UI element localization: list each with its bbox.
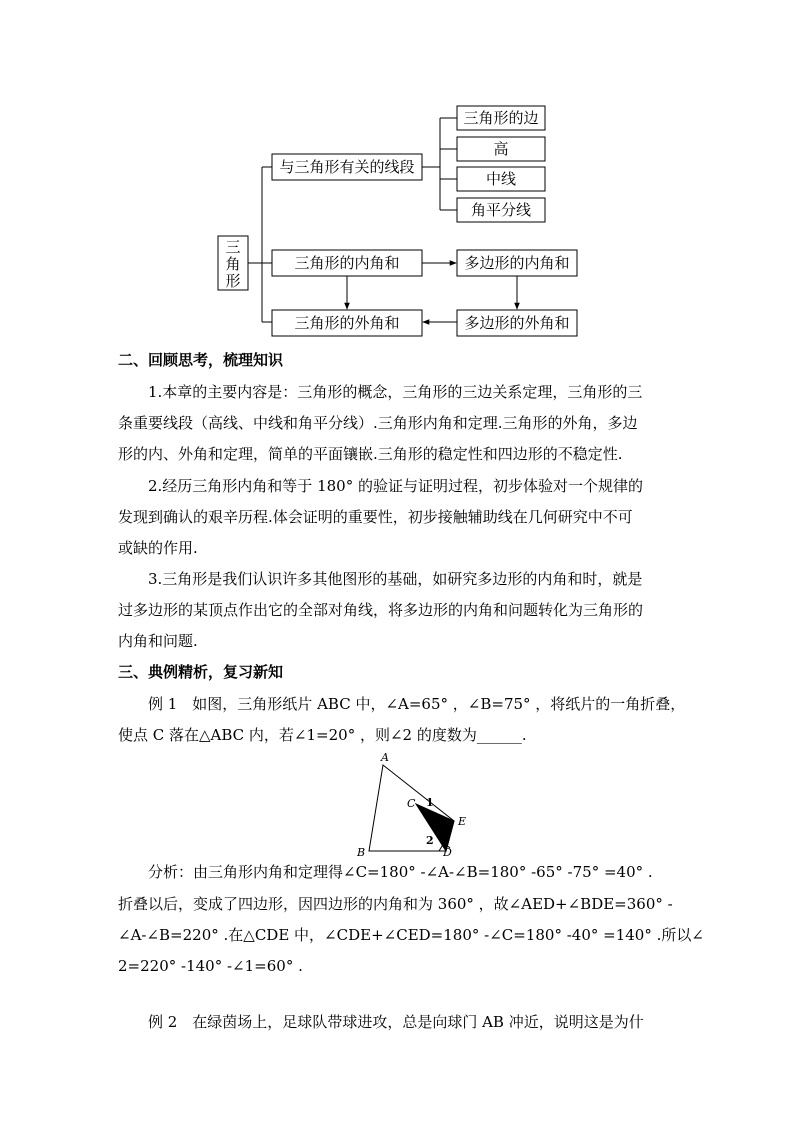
example1-line-1: 例 1 如图，三角形纸片 ABC 中，∠A=65° ，∠B=75° ，将纸片的一角折叠，	[148, 695, 686, 713]
analysis-line-4: 2=220° -140° -∠1=60° .	[118, 957, 303, 975]
section2-line-6: 或缺的作用.	[118, 539, 198, 557]
section2-heading: 二、回顾思考，梳理知识	[118, 351, 284, 369]
root-char-1: 三	[225, 238, 241, 256]
section2-line-9: 内角和问题.	[118, 632, 198, 650]
section2-line-8: 过多边形的某顶点作出它的全部对角线，将多边形的内角和问题转化为三角形的	[118, 601, 644, 619]
knowledge-structure-diagram	[0, 0, 794, 345]
analysis-line-3: ∠A-∠B=220° .在△CDE 中，∠CDE+∠CED=180° -∠C=180° -40° =140° .所以∠	[118, 926, 704, 944]
folded-triangle-figure	[340, 748, 480, 860]
angle-2-label: 2	[426, 834, 434, 847]
label-A: A	[381, 751, 389, 764]
polygon-exterior-label: 多边形的外角和	[464, 314, 570, 332]
example1-line-2: 使点 C 落在△ABC 内，若∠1=20° ，则∠2 的度数为______.	[118, 726, 527, 744]
analysis-line-1: 分析：由三角形内角和定理得∠C=180° -∠A-∠B=180° -65° -75° =40° .	[148, 863, 653, 881]
segment-height-label: 高	[493, 140, 509, 158]
label-E: E	[458, 815, 467, 828]
section2-line-5: 发现到确认的艰辛历程.体会证明的重要性，初步接触辅助线在几何研究中不可	[118, 508, 633, 526]
interior-sum-label: 三角形的内角和	[294, 254, 400, 272]
section2-line-3: 形的内、外角和定理，简单的平面镶嵌.三角形的稳定性和四边形的不稳定性.	[118, 445, 623, 463]
root-char-2: 角	[225, 255, 241, 273]
segment-median-label: 中线	[485, 170, 517, 188]
label-C: C	[407, 797, 416, 810]
section2-line-2: 条重要线段（高线、中线和角平分线）.三角形内角和定理.三角形的外角，多边	[118, 414, 638, 432]
segment-bisector-label: 角平分线	[470, 201, 532, 219]
exterior-sum-label: 三角形的外角和	[294, 314, 400, 332]
section2-line-7: 3.三角形是我们认识许多其他图形的基础，如研究多边形的内角和时，就是	[148, 570, 643, 588]
section2-line-4: 2.经历三角形内角和等于 180° 的验证与证明过程，初步体验对一个规律的	[148, 477, 643, 495]
label-B: B	[357, 846, 366, 859]
root-char-3: 形	[225, 272, 241, 290]
angle-1-label: 1	[426, 796, 434, 809]
example2-line-1: 例 2 在绿茵场上，足球队带球进攻，总是向球门 AB 冲近，说明这是为什	[148, 1013, 644, 1031]
label-D: D	[443, 846, 452, 859]
section2-line-1: 1.本章的主要内容是：三角形的概念，三角形的三边关系定理，三角形的三	[148, 383, 643, 401]
polygon-interior-label: 多边形的内角和	[464, 254, 570, 272]
analysis-line-2: 折叠以后，变成了四边形，因四边形的内角和为 360° ，故∠AED+∠BDE=360° -	[118, 895, 673, 913]
segment-sides-label: 三角形的边	[463, 109, 539, 127]
section3-heading: 三、典例精析，复习新知	[118, 663, 284, 681]
folded-corner	[416, 804, 454, 851]
segments-label: 与三角形有关的线段	[279, 158, 415, 176]
